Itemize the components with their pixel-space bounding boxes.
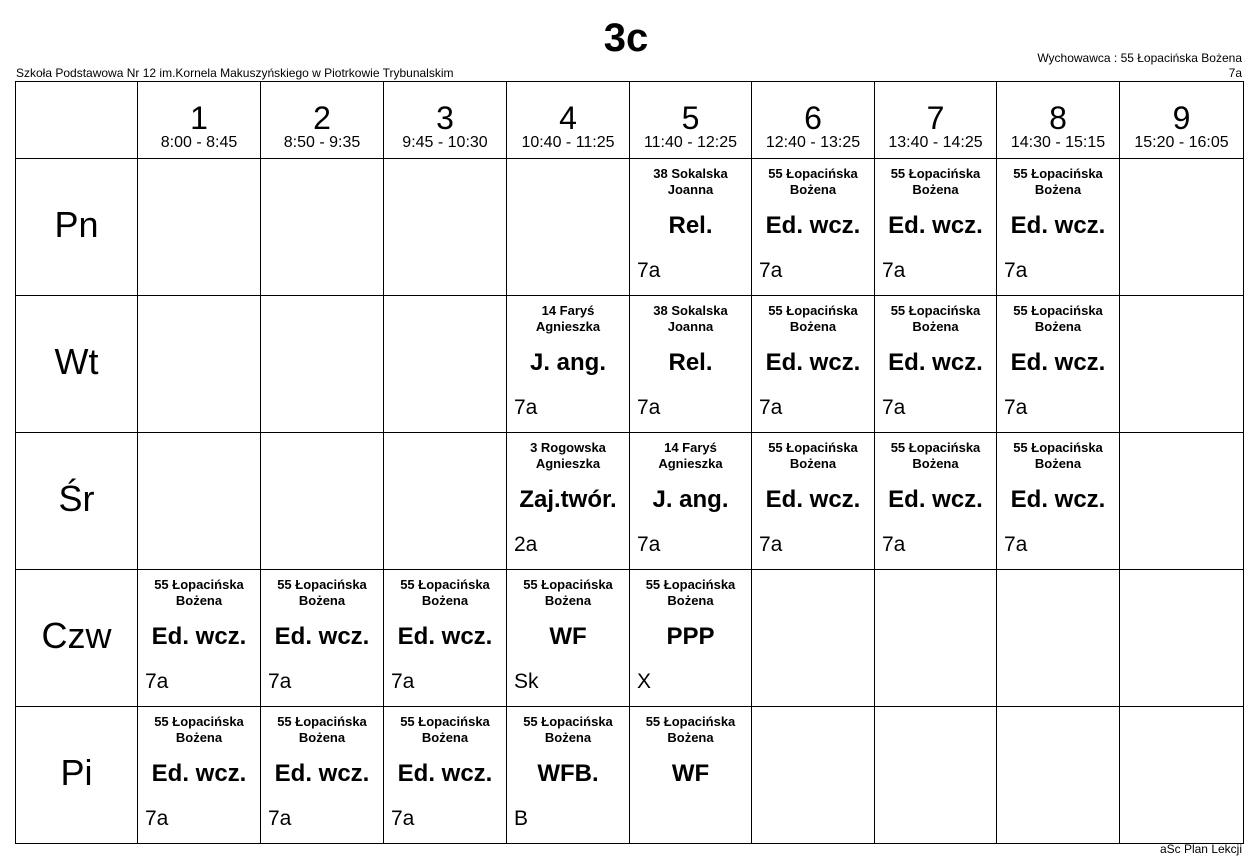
- teacher-firstname: Bożena: [544, 593, 592, 608]
- lesson-subject: WFB.: [537, 760, 599, 787]
- day-cell: [16, 433, 138, 570]
- lesson-room: 7a: [391, 807, 415, 830]
- lesson-cell: [384, 570, 507, 707]
- lesson-teacher: [630, 440, 751, 472]
- lesson-teacher: [261, 714, 383, 746]
- lesson-subject: Ed. wcz.: [765, 486, 861, 513]
- corner-cell: [16, 82, 138, 159]
- school-name: Szkoła Podstawowa Nr 12 im.Kornela Makuszyńskiego w Piotrkowie Trybunalskim: [16, 66, 454, 80]
- homeroom-room: 7a: [1228, 66, 1242, 80]
- empty-lesson-cell: [875, 570, 997, 707]
- period-number: 1: [190, 100, 208, 136]
- lesson-cell: [752, 159, 875, 296]
- lesson-cell: [507, 433, 630, 570]
- lesson-subject: Ed. wcz.: [397, 760, 493, 787]
- lesson-teacher: [875, 440, 996, 472]
- teacher-surname: 14 Faryś: [541, 303, 595, 318]
- lesson-room: 7a: [1004, 259, 1028, 282]
- teacher-surname: 55 Łopacińska: [400, 577, 490, 592]
- lesson-cell: [752, 433, 875, 570]
- lesson-cell: [630, 707, 752, 844]
- lesson-subject: Ed. wcz.: [151, 760, 247, 787]
- teacher-firstname: Bożena: [667, 730, 714, 745]
- lesson-cell: [875, 296, 997, 433]
- lesson-teacher: [875, 303, 996, 335]
- teacher-firstname: Bożena: [789, 182, 837, 197]
- day-row: [16, 296, 1244, 433]
- teacher-firstname: Joanna: [667, 182, 714, 197]
- period-number: 2: [313, 100, 331, 136]
- lesson-room: 7a: [882, 533, 906, 556]
- timetable-grid: [15, 81, 1244, 844]
- lesson-cell: [630, 433, 752, 570]
- teacher-firstname: Bożena: [421, 730, 469, 745]
- period-time: 9:45 - 10:30: [402, 134, 488, 151]
- lesson-cell: [507, 707, 630, 844]
- lesson-subject: WF: [549, 623, 587, 650]
- lesson-room: 7a: [268, 807, 292, 830]
- teacher-surname: 3 Rogowska: [530, 440, 606, 455]
- lesson-cell: [997, 159, 1120, 296]
- teacher-firstname: Bożena: [544, 730, 592, 745]
- teacher-surname: 55 Łopacińska: [400, 714, 490, 729]
- teacher-firstname: Bożena: [912, 319, 959, 334]
- teacher-firstname: Bożena: [175, 593, 223, 608]
- empty-lesson-cell: [1120, 570, 1244, 707]
- day-label: Pn: [54, 204, 99, 245]
- period-number: 9: [1172, 100, 1191, 136]
- teacher-firstname: Bożena: [912, 182, 959, 197]
- day-cell: [16, 707, 138, 844]
- empty-lesson-cell: [507, 159, 630, 296]
- period-number: 6: [804, 100, 822, 136]
- teacher-surname: 55 Łopacińska: [523, 714, 613, 729]
- lesson-subject: Ed. wcz.: [765, 349, 861, 376]
- day-row: [16, 159, 1244, 296]
- lesson-room: 2a: [514, 533, 538, 556]
- lesson-room: 7a: [1004, 533, 1028, 556]
- lesson-teacher: [630, 303, 751, 335]
- teacher-firstname: Bożena: [175, 730, 223, 745]
- teacher-firstname: Joanna: [667, 319, 714, 334]
- empty-lesson-cell: [138, 159, 261, 296]
- lesson-teacher: [752, 440, 874, 472]
- teacher-surname: 55 Łopacińska: [1013, 303, 1103, 318]
- teacher-firstname: Bożena: [298, 730, 346, 745]
- teacher-surname: 55 Łopacińska: [277, 577, 367, 592]
- lesson-teacher: [384, 714, 506, 746]
- lesson-room: 7a: [759, 396, 783, 419]
- lesson-teacher: [997, 440, 1119, 472]
- period-number: 7: [926, 100, 945, 136]
- lesson-cell: [138, 707, 261, 844]
- teacher-surname: 55 Łopacińska: [154, 577, 244, 592]
- day-cell: [16, 159, 138, 296]
- lesson-subject: Ed. wcz.: [274, 623, 370, 650]
- period-header-cell: [138, 82, 261, 159]
- lesson-room: 7a: [882, 396, 906, 419]
- lesson-subject: Ed. wcz.: [888, 212, 983, 239]
- lesson-cell: [507, 296, 630, 433]
- lesson-room: 7a: [268, 670, 292, 693]
- lesson-subject: Ed. wcz.: [888, 486, 983, 513]
- lesson-room: 7a: [882, 259, 906, 282]
- teacher-firstname: Agnieszka: [535, 456, 601, 471]
- lesson-teacher: [997, 303, 1119, 335]
- empty-lesson-cell: [261, 433, 384, 570]
- lesson-teacher: [507, 577, 629, 609]
- period-header-cell: [1120, 82, 1244, 159]
- teacher-firstname: Bożena: [1034, 456, 1082, 471]
- lesson-cell: [261, 570, 384, 707]
- teacher-surname: 55 Łopacińska: [1013, 440, 1103, 455]
- lesson-room: Sk: [514, 670, 539, 693]
- lesson-teacher: [507, 440, 629, 472]
- lesson-subject: J. ang.: [652, 486, 729, 513]
- lesson-teacher: [384, 577, 506, 609]
- lesson-subject: Rel.: [668, 212, 713, 239]
- empty-lesson-cell: [138, 433, 261, 570]
- period-time: 15:20 - 16:05: [1134, 134, 1229, 151]
- empty-lesson-cell: [261, 296, 384, 433]
- lesson-cell: [997, 296, 1120, 433]
- day-cell: [16, 570, 138, 707]
- lesson-cell: [752, 296, 875, 433]
- lesson-subject: Rel.: [668, 349, 713, 376]
- lesson-teacher: [138, 577, 260, 609]
- empty-lesson-cell: [997, 570, 1120, 707]
- lesson-subject: Ed. wcz.: [888, 349, 983, 376]
- lesson-room: 7a: [145, 670, 169, 693]
- teacher-surname: 55 Łopacińska: [890, 303, 981, 318]
- lesson-teacher: [138, 714, 260, 746]
- empty-lesson-cell: [752, 570, 875, 707]
- day-label: Czw: [41, 615, 112, 656]
- empty-lesson-cell: [384, 296, 507, 433]
- lesson-subject: Ed. wcz.: [1010, 486, 1106, 513]
- day-label: Śr: [58, 478, 95, 519]
- empty-lesson-cell: [997, 707, 1120, 844]
- teacher-surname: 55 Łopacińska: [523, 577, 613, 592]
- lesson-teacher: [630, 166, 751, 198]
- lesson-room: 7a: [637, 396, 661, 419]
- teacher-surname: 38 Sokalska: [653, 166, 728, 181]
- empty-lesson-cell: [1120, 433, 1244, 570]
- lesson-room: 7a: [1004, 396, 1028, 419]
- teacher-surname: 55 Łopacińska: [890, 440, 981, 455]
- teacher-firstname: Bożena: [667, 593, 714, 608]
- lesson-teacher: [752, 166, 874, 198]
- teacher-firstname: Bożena: [1034, 182, 1082, 197]
- period-header-cell: [630, 82, 752, 159]
- teacher-surname: 55 Łopacińska: [768, 166, 858, 181]
- lesson-cell: [997, 433, 1120, 570]
- teacher-surname: 55 Łopacińska: [768, 303, 858, 318]
- period-time: 8:50 - 9:35: [283, 134, 361, 151]
- lesson-teacher: [875, 166, 996, 198]
- empty-lesson-cell: [384, 433, 507, 570]
- teacher-firstname: Bożena: [912, 456, 959, 471]
- lesson-room: 7a: [145, 807, 169, 830]
- empty-lesson-cell: [261, 159, 384, 296]
- teacher-surname: 55 Łopacińska: [277, 714, 367, 729]
- period-time: 8:00 - 8:45: [160, 134, 238, 151]
- teacher-surname: 55 Łopacińska: [645, 714, 736, 729]
- period-header-cell: [384, 82, 507, 159]
- teacher-surname: 14 Faryś: [664, 440, 717, 455]
- lesson-room: 7a: [514, 396, 538, 419]
- lesson-subject: Ed. wcz.: [1010, 349, 1106, 376]
- empty-lesson-cell: [1120, 296, 1244, 433]
- lesson-subject: Ed. wcz.: [765, 212, 861, 239]
- period-header-row: [16, 82, 1244, 159]
- day-row: [16, 570, 1244, 707]
- lesson-teacher: [507, 303, 629, 335]
- lesson-room: 7a: [759, 533, 783, 556]
- lesson-room: 7a: [391, 670, 415, 693]
- lesson-subject: Ed. wcz.: [1010, 212, 1106, 239]
- teacher-firstname: Bożena: [789, 456, 837, 471]
- day-cell: [16, 296, 138, 433]
- teacher-firstname: Bożena: [298, 593, 346, 608]
- empty-lesson-cell: [138, 296, 261, 433]
- lesson-cell: [875, 433, 997, 570]
- lesson-cell: [261, 707, 384, 844]
- lesson-room: X: [637, 670, 652, 693]
- lesson-cell: [630, 296, 752, 433]
- teacher-surname: 55 Łopacińska: [890, 166, 981, 181]
- day-row: [16, 707, 1244, 844]
- teacher-firstname: Bożena: [789, 319, 837, 334]
- lesson-room: 7a: [759, 259, 783, 282]
- lesson-subject: PPP: [666, 623, 715, 650]
- teacher-surname: 38 Sokalska: [653, 303, 728, 318]
- lesson-subject: Zaj.twór.: [519, 486, 617, 513]
- period-header-cell: [997, 82, 1120, 159]
- lesson-cell: [875, 159, 997, 296]
- lesson-cell: [630, 159, 752, 296]
- teacher-surname: 55 Łopacińska: [1013, 166, 1103, 181]
- period-time: 14:30 - 15:15: [1010, 134, 1106, 151]
- lesson-teacher: [507, 714, 629, 746]
- period-header-cell: [752, 82, 875, 159]
- lesson-cell: [507, 570, 630, 707]
- period-time: 11:40 - 12:25: [643, 134, 738, 151]
- teacher-firstname: Bożena: [1034, 319, 1082, 334]
- empty-lesson-cell: [1120, 707, 1244, 844]
- day-label: Wt: [54, 341, 99, 382]
- period-header-cell: [261, 82, 384, 159]
- lesson-cell: [630, 570, 752, 707]
- empty-lesson-cell: [1120, 159, 1244, 296]
- teacher-surname: 55 Łopacińska: [768, 440, 858, 455]
- period-time: 12:40 - 13:25: [765, 134, 861, 151]
- lesson-subject: Ed. wcz.: [274, 760, 370, 787]
- period-header-cell: [507, 82, 630, 159]
- lesson-cell: [384, 707, 507, 844]
- period-number: 3: [436, 100, 454, 136]
- period-number: 4: [559, 100, 577, 136]
- lesson-subject: Ed. wcz.: [151, 623, 247, 650]
- lesson-cell: [138, 570, 261, 707]
- day-row: [16, 433, 1244, 570]
- teacher-surname: 55 Łopacińska: [154, 714, 244, 729]
- teacher-surname: 55 Łopacińska: [645, 577, 736, 592]
- teacher-firstname: Bożena: [421, 593, 469, 608]
- lesson-room: 7a: [637, 259, 661, 282]
- teacher-firstname: Agnieszka: [658, 456, 723, 471]
- footer-credit: aSc Plan Lekcji: [1159, 842, 1242, 856]
- empty-lesson-cell: [752, 707, 875, 844]
- day-label: Pi: [60, 752, 93, 793]
- period-time: 13:40 - 14:25: [888, 134, 983, 151]
- lesson-teacher: [997, 166, 1119, 198]
- empty-lesson-cell: [384, 159, 507, 296]
- lesson-room: B: [514, 807, 529, 830]
- lesson-room: 7a: [637, 533, 661, 556]
- homeroom-teacher: Wychowawca : 55 Łopacińska Bożena: [1037, 51, 1242, 65]
- lesson-teacher: [261, 577, 383, 609]
- period-number: 8: [1049, 100, 1067, 136]
- lesson-subject: J. ang.: [529, 349, 607, 376]
- teacher-firstname: Agnieszka: [535, 319, 601, 334]
- lesson-teacher: [752, 303, 874, 335]
- lesson-teacher: [630, 714, 751, 746]
- lesson-subject: Ed. wcz.: [397, 623, 493, 650]
- empty-lesson-cell: [875, 707, 997, 844]
- period-number: 5: [681, 100, 700, 136]
- class-title: 3c: [603, 16, 649, 60]
- lesson-teacher: [630, 577, 751, 609]
- period-header-cell: [875, 82, 997, 159]
- lesson-subject: WF: [671, 760, 710, 787]
- period-time: 10:40 - 11:25: [521, 134, 615, 151]
